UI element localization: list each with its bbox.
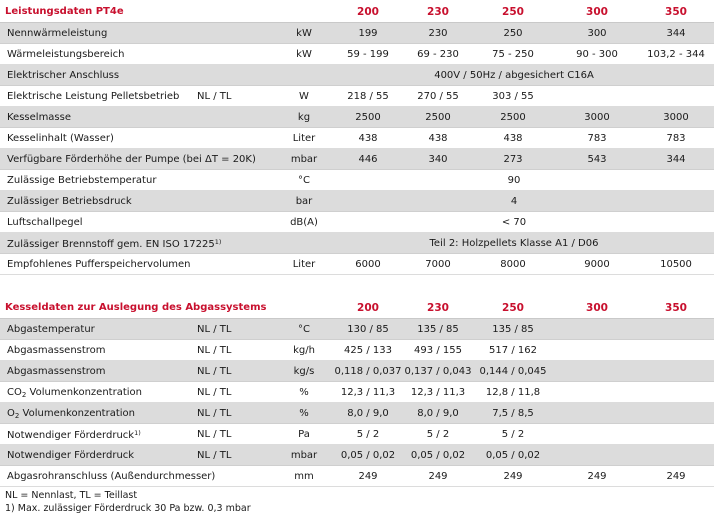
table-row xyxy=(0,340,714,361)
cell-value: 90 - 300 xyxy=(576,49,618,60)
cell-value: 130 / 85 xyxy=(347,324,389,335)
unit: mbar xyxy=(290,450,318,461)
label-text: Kesselmasse xyxy=(7,112,72,123)
table-row xyxy=(0,361,714,382)
label-subscript: 2 xyxy=(14,412,20,420)
merged-value: 400V / 50Hz / abgesichert C16A xyxy=(434,70,594,81)
label-text: Kesselinhalt (Wasser) xyxy=(7,133,114,144)
row-label xyxy=(7,429,141,441)
label-text: Zulässiger Betriebsdruck xyxy=(7,196,132,207)
cell-value: 7000 xyxy=(425,259,451,270)
table-row xyxy=(0,149,714,170)
cell-value: 8,0 / 9,0 xyxy=(347,408,389,419)
unit: kg/s xyxy=(293,366,315,377)
column-header: 200 xyxy=(357,6,379,18)
footnote-mark: 1) xyxy=(214,238,222,246)
label-text: Elektrische Leistung Pelletsbetrieb xyxy=(7,91,180,102)
unit: dB(A) xyxy=(290,217,318,228)
flue-gas-table xyxy=(0,296,714,487)
row-label xyxy=(7,259,191,270)
row-label xyxy=(7,70,119,81)
label-text: Wärmeleistungsbereich xyxy=(7,49,125,60)
unit: °C xyxy=(298,324,310,335)
row-label xyxy=(7,238,221,250)
table-row xyxy=(0,44,714,65)
cell-value: 103,2 - 344 xyxy=(647,49,705,60)
footnote-mark: 1) xyxy=(134,429,141,437)
cell-value: 199 xyxy=(358,28,378,39)
footnote-pressure: 1) Max. zulässiger Förderdruck 30 Pa bzw. 0,3 mbar xyxy=(5,503,251,514)
cell-value: 249 xyxy=(358,471,378,482)
unit: Pa xyxy=(298,429,310,440)
label-text: Elektrischer Anschluss xyxy=(7,70,120,81)
label-text: Volumenkonzentration xyxy=(26,387,142,398)
column-header: 300 xyxy=(586,302,608,314)
column-header: 230 xyxy=(427,302,449,314)
cell-value: 3000 xyxy=(584,112,610,123)
row-label xyxy=(7,324,95,335)
row-label xyxy=(7,133,114,144)
unit: kg xyxy=(297,112,311,123)
table-row xyxy=(0,65,714,86)
cell-value: 340 xyxy=(428,154,448,165)
column-header: 230 xyxy=(427,6,449,18)
cell-value: 517 / 162 xyxy=(489,345,537,356)
cell-value: 344 xyxy=(666,154,686,165)
row-label xyxy=(7,450,134,461)
load-mode: NL / TL xyxy=(197,429,232,440)
table-row xyxy=(0,191,714,212)
load-mode: NL / TL xyxy=(197,366,232,377)
table-row xyxy=(0,424,714,445)
footnote-abbreviations: NL = Nennlast, TL = Teillast xyxy=(5,490,138,501)
cell-value: 230 xyxy=(428,28,448,39)
cell-value: 8,0 / 9,0 xyxy=(417,408,459,419)
label-prefix: CO xyxy=(7,387,22,398)
table-row xyxy=(0,23,714,44)
table-header xyxy=(0,0,714,23)
cell-value: 5 / 2 xyxy=(426,429,450,440)
cell-value: 249 xyxy=(503,471,523,482)
label-prefix: O xyxy=(7,408,15,419)
load-mode: NL / TL xyxy=(197,91,232,102)
label-text: Notwendiger Förderdruck xyxy=(7,430,135,441)
cell-value: 12,8 / 11,8 xyxy=(485,387,541,398)
cell-value: 10500 xyxy=(660,259,692,270)
cell-value: 249 xyxy=(587,471,607,482)
row-label xyxy=(7,49,124,60)
unit: mm xyxy=(294,471,314,482)
cell-value: 425 / 133 xyxy=(344,345,392,356)
table-row xyxy=(0,403,714,424)
cell-value: 493 / 155 xyxy=(414,345,462,356)
cell-value: 6000 xyxy=(355,259,381,270)
cell-value: 2500 xyxy=(500,112,526,123)
cell-value: 8000 xyxy=(500,259,526,270)
label-text: Volumenkonzentration xyxy=(19,408,135,419)
table-row xyxy=(0,107,714,128)
row-label xyxy=(7,196,132,207)
column-header: 250 xyxy=(502,302,524,314)
cell-value: 2500 xyxy=(355,112,381,123)
unit: kW xyxy=(296,49,312,60)
column-header: 200 xyxy=(357,302,379,314)
cell-value: 438 xyxy=(358,133,378,144)
cell-value: 249 xyxy=(666,471,686,482)
column-header: 350 xyxy=(665,6,687,18)
column-header: 350 xyxy=(665,302,687,314)
unit: bar xyxy=(295,196,313,207)
row-label xyxy=(7,387,142,399)
column-header: 250 xyxy=(502,6,524,18)
cell-value: 273 xyxy=(503,154,523,165)
row-label xyxy=(7,471,215,482)
cell-value: 2500 xyxy=(425,112,451,123)
table-row xyxy=(0,128,714,149)
row-label xyxy=(7,408,135,420)
cell-value: 12,3 / 11,3 xyxy=(410,387,466,398)
load-mode: NL / TL xyxy=(197,324,232,335)
unit: % xyxy=(299,387,309,398)
cell-value: 0,05 / 0,02 xyxy=(485,450,541,461)
cell-value: 543 xyxy=(587,154,607,165)
cell-value: 75 - 250 xyxy=(492,49,534,60)
cell-value: 0,144 / 0,045 xyxy=(479,366,547,377)
row-label xyxy=(7,91,179,102)
label-text: Empfohlenes Pufferspeichervolumen xyxy=(7,259,191,270)
load-mode: NL / TL xyxy=(197,408,232,419)
label-text: Abgasmassenstrom xyxy=(7,366,106,377)
label-text: Nennwärmeleistung xyxy=(7,28,108,39)
label-text: Luftschallpegel xyxy=(7,217,83,228)
merged-value: 4 xyxy=(510,196,518,207)
cell-value: 69 - 230 xyxy=(417,49,459,60)
label-text: Zulässige Betriebstemperatur xyxy=(7,175,157,186)
table-row xyxy=(0,233,714,254)
cell-value: 59 - 199 xyxy=(347,49,389,60)
load-mode: NL / TL xyxy=(197,450,232,461)
table-row xyxy=(0,212,714,233)
row-label xyxy=(7,175,156,186)
label-subscript: 2 xyxy=(21,391,27,399)
table-row xyxy=(0,466,714,487)
unit: W xyxy=(299,91,309,102)
table-title: Leistungsdaten PT4e xyxy=(5,6,124,17)
unit: kg/h xyxy=(293,345,315,356)
table-row xyxy=(0,382,714,403)
cell-value: 135 / 85 xyxy=(492,324,534,335)
table-row xyxy=(0,445,714,466)
row-label xyxy=(7,154,256,165)
label-text: Zulässiger Brennstoff gem. EN ISO 17225 xyxy=(7,239,215,250)
cell-value: 303 / 55 xyxy=(492,91,534,102)
unit: Liter xyxy=(292,133,316,144)
unit: Liter xyxy=(292,259,316,270)
cell-value: 12,3 / 11,3 xyxy=(340,387,396,398)
merged-value: 90 xyxy=(507,175,521,186)
cell-value: 438 xyxy=(503,133,523,144)
cell-value: 218 / 55 xyxy=(347,91,389,102)
cell-value: 3000 xyxy=(663,112,689,123)
cell-value: 250 xyxy=(503,28,523,39)
cell-value: 9000 xyxy=(584,259,610,270)
cell-value: 783 xyxy=(666,133,686,144)
cell-value: 249 xyxy=(428,471,448,482)
table-row xyxy=(0,254,714,275)
row-label xyxy=(7,28,107,39)
cell-value: 344 xyxy=(666,28,686,39)
cell-value: 5 / 2 xyxy=(356,429,380,440)
unit: % xyxy=(299,408,309,419)
row-label xyxy=(7,345,106,356)
cell-value: 0,05 / 0,02 xyxy=(410,450,466,461)
cell-value: 0,137 / 0,043 xyxy=(404,366,472,377)
label-text: Abgastemperatur xyxy=(7,324,95,335)
label-text: Abgasmassenstrom xyxy=(7,345,106,356)
table-row xyxy=(0,170,714,191)
cell-value: 783 xyxy=(587,133,607,144)
table-header xyxy=(0,296,714,319)
table-title: Kesseldaten zur Auslegung des Abgassystems xyxy=(5,302,267,313)
merged-value: < 70 xyxy=(501,217,527,228)
load-mode: NL / TL xyxy=(197,345,232,356)
merged-value: Teil 2: Holzpellets Klasse A1 / D06 xyxy=(429,238,599,249)
cell-value: 7,5 / 8,5 xyxy=(492,408,534,419)
label-text: Notwendiger Förderdruck xyxy=(7,450,135,461)
cell-value: 438 xyxy=(428,133,448,144)
load-mode: NL / TL xyxy=(197,387,232,398)
cell-value: 0,05 / 0,02 xyxy=(340,450,396,461)
cell-value: 446 xyxy=(358,154,378,165)
label-text: Verfügbare Förderhöhe der Pumpe (bei ΔT = 20K) xyxy=(7,154,256,165)
unit: mbar xyxy=(290,154,318,165)
unit: °C xyxy=(298,175,310,186)
unit: kW xyxy=(296,28,312,39)
cell-value: 0,118 / 0,037 xyxy=(334,366,402,377)
column-header: 300 xyxy=(586,6,608,18)
label-text: Abgasrohranschluss (Außendurchmesser) xyxy=(7,471,216,482)
row-label xyxy=(7,217,83,228)
table-row xyxy=(0,86,714,107)
cell-value: 135 / 85 xyxy=(417,324,459,335)
row-label xyxy=(7,112,71,123)
cell-value: 270 / 55 xyxy=(417,91,459,102)
table-row xyxy=(0,319,714,340)
row-label xyxy=(7,366,106,377)
cell-value: 300 xyxy=(587,28,607,39)
cell-value: 5 / 2 xyxy=(501,429,525,440)
